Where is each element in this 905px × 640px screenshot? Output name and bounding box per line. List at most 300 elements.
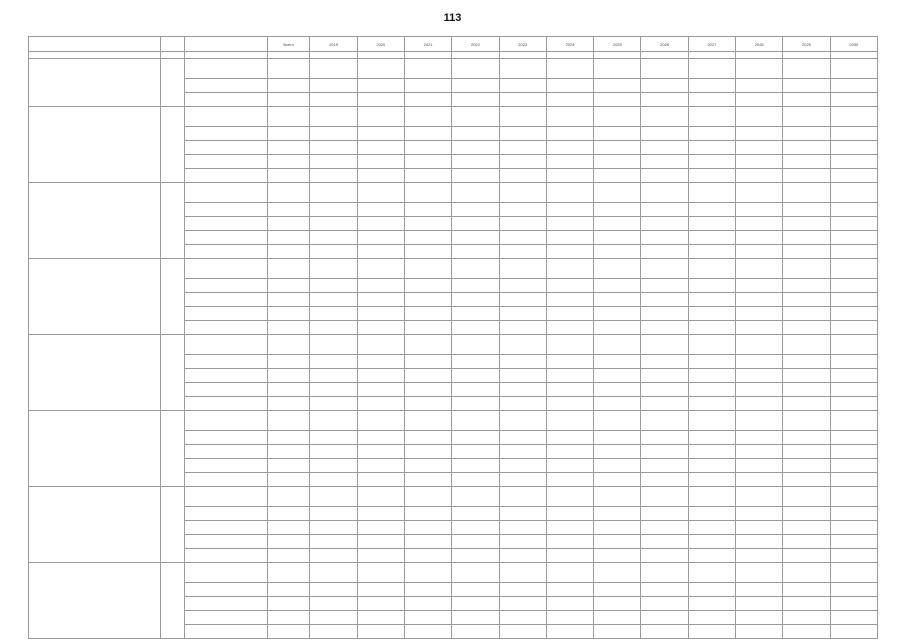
year-cell [357,93,404,107]
year-cell [404,473,451,487]
year-cell [641,245,688,259]
year-cell [688,183,735,203]
column-number [310,52,357,59]
year-cell [830,217,877,231]
year-cell [452,183,499,203]
year-cell [452,383,499,397]
year-cell [736,549,783,563]
year-cell [830,203,877,217]
header-year: 2021 [404,37,451,52]
year-cell [783,411,830,431]
year-cell [357,335,404,355]
source-cell [185,217,268,231]
year-cell [688,155,735,169]
year-cell [404,411,451,431]
year-cell [783,79,830,93]
year-cell [783,245,830,259]
year-cell [310,231,357,245]
year-cell [594,141,641,155]
year-cell [357,183,404,203]
year-cell [830,59,877,79]
year-cell [310,445,357,459]
year-cell [830,583,877,597]
year-cell [499,245,546,259]
year-cell [452,473,499,487]
year-cell [452,521,499,535]
year-cell [499,597,546,611]
year-cell [736,155,783,169]
year-cell [452,583,499,597]
header-year: 2027 [688,37,735,52]
year-cell [310,487,357,507]
year-cell [641,411,688,431]
year-cell [310,411,357,431]
year-cell [357,231,404,245]
year-cell [357,625,404,639]
year-cell [404,445,451,459]
responsible-cell [161,411,185,487]
year-cell [404,217,451,231]
year-cell [546,183,593,203]
total-cell [267,563,310,583]
year-cell [736,535,783,549]
year-cell [688,507,735,521]
year-cell [688,79,735,93]
responsible-cell [161,59,185,107]
year-cell [783,583,830,597]
year-cell [736,107,783,127]
year-cell [783,293,830,307]
year-cell [452,245,499,259]
budget-table [28,36,878,639]
year-cell [783,307,830,321]
year-cell [357,507,404,521]
table-row [29,411,878,431]
year-cell [310,431,357,445]
source-cell [185,141,268,155]
column-number [546,52,593,59]
year-cell [641,397,688,411]
year-cell [499,217,546,231]
year-cell [404,231,451,245]
year-cell [594,549,641,563]
year-cell [641,445,688,459]
year-cell [310,107,357,127]
year-cell [499,507,546,521]
year-cell [594,521,641,535]
year-cell [594,217,641,231]
year-cell [783,203,830,217]
total-cell [267,487,310,507]
year-cell [357,397,404,411]
year-cell [594,473,641,487]
year-cell [546,217,593,231]
year-cell [783,335,830,355]
year-cell [594,93,641,107]
year-cell [452,231,499,245]
year-cell [357,549,404,563]
year-cell [404,293,451,307]
year-cell [830,245,877,259]
year-cell [830,625,877,639]
year-cell [641,611,688,625]
year-cell [641,563,688,583]
source-cell [185,155,268,169]
year-cell [404,597,451,611]
year-cell [641,79,688,93]
total-cell [267,369,310,383]
year-cell [594,625,641,639]
total-cell [267,473,310,487]
source-cell [185,549,268,563]
year-cell [310,563,357,583]
header-year: 2023 [499,37,546,52]
year-cell [404,259,451,279]
year-cell [546,487,593,507]
year-cell [452,535,499,549]
year-cell [404,141,451,155]
year-cell [736,293,783,307]
source-cell [185,79,268,93]
year-cell [736,321,783,335]
year-cell [736,217,783,231]
table-row [29,59,878,79]
year-cell [404,335,451,355]
year-cell [357,487,404,507]
total-cell [267,411,310,431]
year-cell [452,397,499,411]
year-cell [688,431,735,445]
year-cell [546,107,593,127]
year-cell [310,507,357,521]
year-cell [310,355,357,369]
year-cell [546,127,593,141]
table-row [29,259,878,279]
total-cell [267,549,310,563]
column-number [185,52,268,59]
source-cell [185,245,268,259]
year-cell [594,231,641,245]
year-cell [594,383,641,397]
year-cell [736,231,783,245]
year-cell [546,611,593,625]
program-cell [29,563,161,639]
year-cell [688,583,735,597]
header-year: 2024 [546,37,593,52]
year-cell [736,473,783,487]
table-header [29,37,878,59]
source-cell [185,411,268,431]
year-cell [688,259,735,279]
year-cell [499,355,546,369]
year-cell [736,245,783,259]
year-cell [736,597,783,611]
year-cell [357,155,404,169]
year-cell [499,93,546,107]
year-cell [688,107,735,127]
year-cell [357,259,404,279]
year-cell [641,93,688,107]
total-cell [267,625,310,639]
year-cell [546,563,593,583]
year-cell [546,549,593,563]
year-cell [404,369,451,383]
year-cell [499,563,546,583]
year-cell [404,321,451,335]
year-cell [594,355,641,369]
year-cell [452,155,499,169]
year-cell [499,155,546,169]
year-cell [736,583,783,597]
year-cell [688,321,735,335]
year-cell [452,321,499,335]
year-cell [783,459,830,473]
table-row [29,183,878,203]
year-cell [546,369,593,383]
year-cell [546,535,593,549]
year-cell [357,169,404,183]
year-cell [546,93,593,107]
year-cell [736,169,783,183]
year-cell [546,231,593,245]
year-cell [452,487,499,507]
year-cell [736,141,783,155]
year-cell [736,183,783,203]
year-cell [641,183,688,203]
year-cell [688,93,735,107]
year-cell [688,445,735,459]
year-cell [641,459,688,473]
total-cell [267,459,310,473]
year-cell [452,127,499,141]
year-cell [499,445,546,459]
year-cell [641,431,688,445]
year-cell [310,293,357,307]
header-program-column [29,37,161,52]
year-cell [546,79,593,93]
source-cell [185,473,268,487]
year-cell [310,307,357,321]
year-cell [783,397,830,411]
year-cell [310,597,357,611]
year-cell [357,611,404,625]
year-cell [310,169,357,183]
year-cell [499,321,546,335]
source-cell [185,293,268,307]
year-cell [546,355,593,369]
year-cell [594,245,641,259]
year-cell [310,79,357,93]
year-cell [783,183,830,203]
year-cell [357,321,404,335]
total-cell [267,107,310,127]
year-cell [546,397,593,411]
year-cell [404,127,451,141]
year-cell [783,321,830,335]
year-cell [357,107,404,127]
page-number: 113 [443,12,462,24]
year-cell [594,507,641,521]
total-cell [267,93,310,107]
year-cell [783,231,830,245]
year-cell [404,93,451,107]
year-cell [452,625,499,639]
year-cell [357,203,404,217]
year-cell [736,93,783,107]
year-cell [499,549,546,563]
year-cell [594,203,641,217]
year-cell [641,369,688,383]
year-cell [783,625,830,639]
year-cell [783,169,830,183]
year-cell [310,611,357,625]
year-cell [783,535,830,549]
year-cell [499,383,546,397]
responsible-cell [161,107,185,183]
year-cell [594,335,641,355]
year-cell [310,625,357,639]
year-cell [736,279,783,293]
year-cell [830,231,877,245]
year-cell [736,397,783,411]
responsible-cell [161,335,185,411]
year-cell [404,79,451,93]
year-cell [688,625,735,639]
year-cell [546,141,593,155]
total-cell [267,521,310,535]
source-cell [185,321,268,335]
source-cell [185,231,268,245]
year-cell [688,487,735,507]
year-cell [452,355,499,369]
total-cell [267,259,310,279]
year-cell [641,217,688,231]
total-cell [267,183,310,203]
table-body [29,59,878,639]
year-cell [688,459,735,473]
program-cell [29,107,161,183]
year-cell [404,625,451,639]
year-cell [830,473,877,487]
year-cell [594,563,641,583]
source-cell [185,369,268,383]
year-cell [736,127,783,141]
year-cell [830,563,877,583]
year-cell [404,203,451,217]
source-cell [185,107,268,127]
year-cell [546,59,593,79]
year-cell [357,535,404,549]
year-cell [783,473,830,487]
source-cell [185,611,268,625]
year-cell [830,397,877,411]
year-cell [594,583,641,597]
header-year: 2029 [783,37,830,52]
year-cell [452,611,499,625]
year-cell [404,459,451,473]
year-cell [641,321,688,335]
year-cell [546,293,593,307]
year-cell [594,535,641,549]
year-cell [546,507,593,521]
year-cell [783,549,830,563]
total-cell [267,307,310,321]
total-cell [267,203,310,217]
year-cell [783,279,830,293]
year-cell [546,169,593,183]
year-cell [357,431,404,445]
year-cell [830,521,877,535]
year-cell [310,203,357,217]
year-cell [404,521,451,535]
source-cell [185,169,268,183]
year-cell [499,369,546,383]
year-cell [310,473,357,487]
year-cell [404,549,451,563]
year-cell [452,203,499,217]
year-cell [736,335,783,355]
year-cell [404,431,451,445]
year-cell [783,141,830,155]
year-cell [310,93,357,107]
year-cell [499,521,546,535]
year-cell [830,107,877,127]
column-number [404,52,451,59]
year-cell [736,355,783,369]
year-cell [310,383,357,397]
year-cell [404,183,451,203]
year-cell [594,107,641,127]
year-cell [641,279,688,293]
year-cell [404,563,451,583]
total-cell [267,397,310,411]
total-cell [267,583,310,597]
source-cell [185,459,268,473]
year-cell [688,293,735,307]
source-cell [185,383,268,397]
year-cell [357,127,404,141]
year-cell [783,521,830,535]
year-cell [641,59,688,79]
year-cell [452,59,499,79]
year-cell [357,245,404,259]
year-cell [357,411,404,431]
year-cell [594,259,641,279]
year-cell [499,169,546,183]
year-cell [452,293,499,307]
year-cell [499,293,546,307]
year-cell [594,183,641,203]
year-cell [546,155,593,169]
year-cell [688,597,735,611]
year-cell [499,203,546,217]
year-cell [594,459,641,473]
total-cell [267,335,310,355]
year-cell [452,259,499,279]
year-cell [688,355,735,369]
year-cell [404,307,451,321]
year-cell [546,259,593,279]
year-cell [357,307,404,321]
year-cell [783,369,830,383]
table-row [29,335,878,355]
year-cell [641,141,688,155]
year-cell [641,293,688,307]
total-cell [267,597,310,611]
year-cell [594,611,641,625]
year-cell [310,335,357,355]
year-cell [310,155,357,169]
